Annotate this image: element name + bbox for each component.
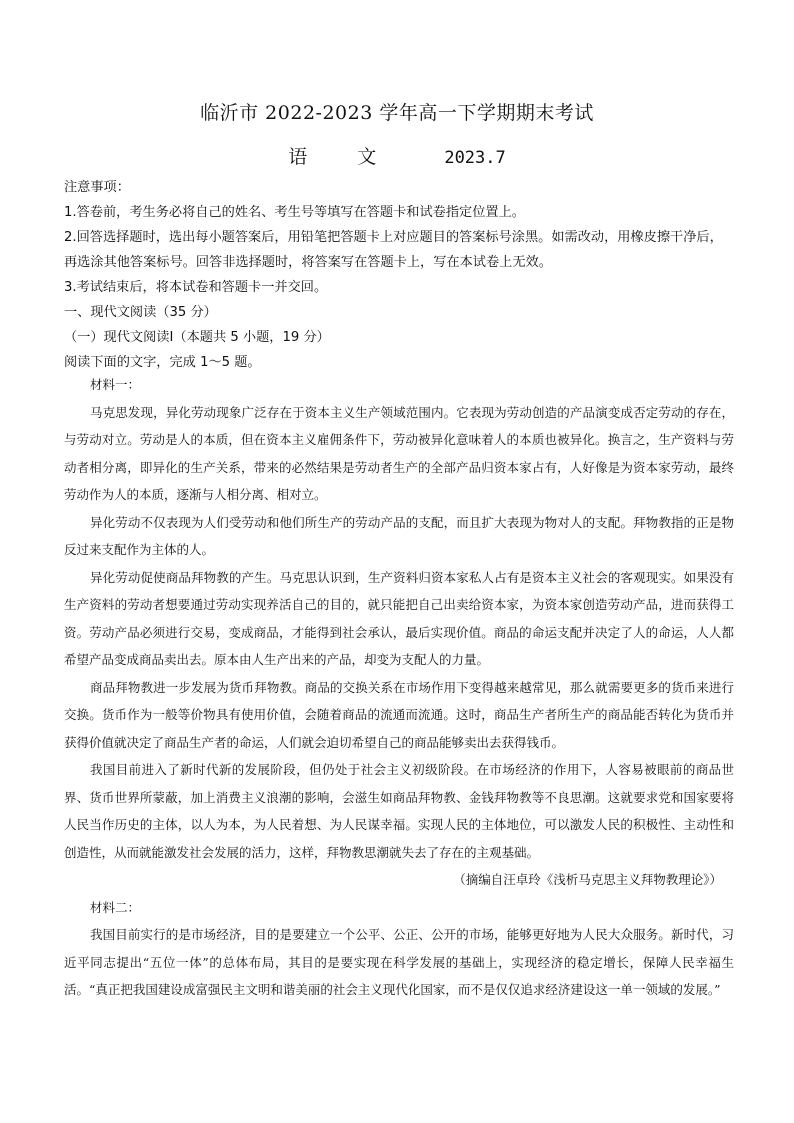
material-label: 材料一： [90,377,141,392]
subject-line [0,142,794,169]
reading-instruction: 阅读下面的文字，完成 1～5 题。 [64,355,261,370]
notice-item: 1.答卷前，考生务必将自己的姓名、考生号等填写在答题卡和试卷指定位置上。 [64,205,525,220]
passage-paragraph: 我国目前进入了新时代新的发展阶段，但仍处于社会主义初级阶段。在市场经济的作用下，人容易被眼前的商品世界、货币世界所蒙蔽，加上消费主义浪潮的影响，会滋生如商品拜物教、金钱拜物教等不良思潮。这就要求党和国家要将人民当作历史的主体，以人为本，为人民着想、为人民谋幸福。实现人民的主体地位，可以激发人民的积极性、主动性和创造性，从而就能激发社会发展的活力，这样，拜物教思潮就失去了存在的主观基础。 [64,762,734,860]
material-label: 材料二： [90,899,141,915]
subject-name: 语 文 [288,146,399,168]
exam-title: 临沂市 2022-2023 学年高一下学期期末考试 [200,102,594,124]
reading-passage [64,371,734,1004]
notice-heading: 注意事项： [64,180,130,195]
exam-date: 2023.7 [444,148,506,168]
passage-paragraph: 异化劳动促使商品拜物教的产生。马克思认识到，生产资料归资本家私人占有是资本主义社会的客观现实。如果没有生产资料的劳动者想要通过劳动实现养活自己的目的，就只能把自己出卖给资本家，为资本家创造劳动产品，进而获得工资。劳动产品必须进行交易，变成商品，才能得到社会承认，最后实现价值。商品的命运支配并决定了人的命运，人人都希望产品变成商品卖出去。原本由人生产出来的产品，却变为支配人的力量。 [64,569,734,667]
passage-paragraph: 马克思发现，异化劳动现象广泛存在于资本主义生产领域范围内。它表现为劳动创造的产品演变成否定劳动的存在，与劳动对立。劳动是人的本质，但在资本主义雇佣条件下，劳动被异化意味着人的本质也被异化。换言之，生产资料与劳动者相分离，即异化的生产关系，带来的必然结果是劳动者生产的全部产品归资本家占有，人好像是为资本家劳动，最终劳动作为人的本质，逐渐与人相分离、相对立。 [64,404,734,502]
notice-block [64,175,734,375]
notice-item: 3.考试结束后，将本试卷和答题卡一并交回。 [64,280,328,295]
notice-item: 2.回答选择题时，选出每小题答案后，用铅笔把答题卡上对应题目的答案标号涂黑。如需改动，用橡皮擦干净后，再选涂其他答案标号。回答非选择题时，将答案写在答题卡上，写在本试卷上无效。 [64,230,723,270]
passage-paragraph: 我国目前实行的是市场经济，目的是要建立一个公平、公正、公开的市场，能够更好地为人民大众服务。新时代，习近平同志提出“五位一体”的总体布局，其目的是要实现在科学发展的基础上，实现经济的稳定增长，保障人民幸福生活。“真正把我国建设成富强民主文明和谐美丽的社会主义现代化国家，而不是仅仅追求经济建设这一单一领域的发展。” [64,927,734,997]
passage-source: （摘编自汪卓玲《浅析马克思主义拜物教理论》） [453,872,722,887]
passage-paragraph: 商品拜物教进一步发展为货币拜物教。商品的交换关系在市场作用下变得越来越常见，那么就需要更多的货币来进行交换。货币作为一般等价物具有使用价值，会随着商品的流通而流通。这时，商品生产者所生产的商品能否转化为货币并获得价值就决定了商品生产者的命运，人们就会迫切希望自己的商品能够卖出去获得钱币。 [64,679,734,750]
passage-paragraph: 异化劳动不仅表现为人们受劳动和他们所生产的劳动产品的支配，而且扩大表现为物对人的支配。拜物教指的正是物反过来支配作为主体的人。 [64,514,734,557]
subsection-heading: （一）现代文阅读Ⅰ（本题共 5 小题，19 分） [64,330,330,345]
section-heading: 一、现代文阅读（35 分） [64,305,217,320]
